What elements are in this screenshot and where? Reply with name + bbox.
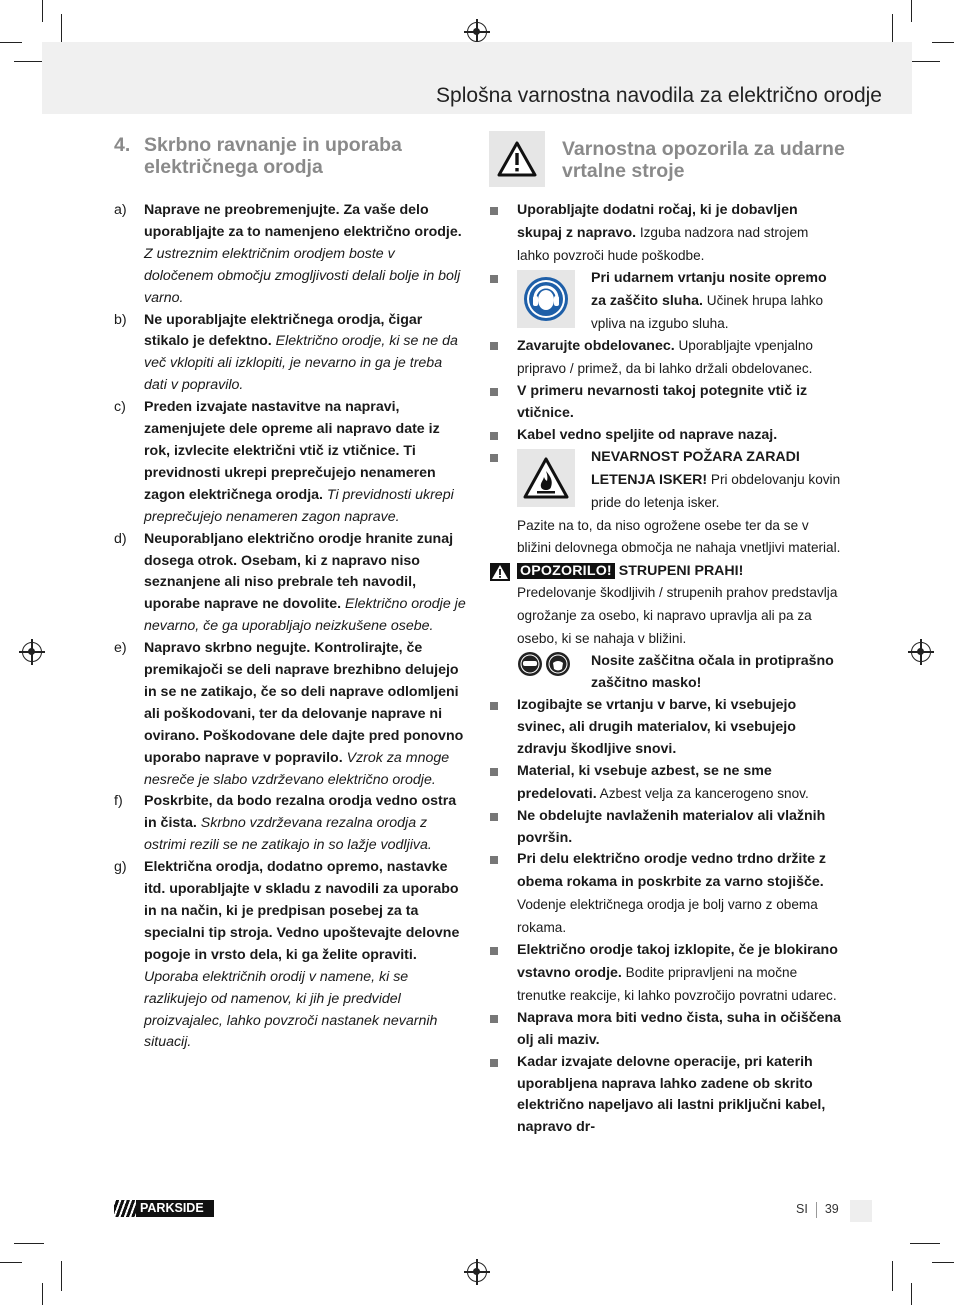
fire-hazard-icon	[517, 449, 575, 507]
list-item: Izogibajte se vrtanju v barve, ki vsebujejo svinec, ali drugih materialov, ki vsebujejo zdravju škodljive snovi.	[490, 695, 842, 761]
bullet-square-icon	[490, 275, 498, 283]
list-item: V primeru nevarnosti takoj potegnite vtič iz vtičnice.	[490, 381, 842, 425]
list-item: d) Neuporabljano električno orodje hranite zunaj dosega otrok. Osebam, ki z napravo niso seznanjene ali niso prebrale teh navodil, uporabe naprave ne dovolite. Električno orodje je nevarno, če ga uporabljajo neizkušene osebe.	[114, 530, 466, 635]
warning-paragraph: OPOZORILO! STRUPENI PRAHI! Predelovanje škodljivih / strupenih prahov predstavlja ogrožanje za osebo, ki napravo upravlja ali pa za osebo, ki se nahaja v bližini.	[490, 561, 842, 652]
left-column	[114, 200, 466, 1054]
bullet-square-icon	[490, 454, 498, 462]
registration-mark-icon	[22, 642, 42, 662]
list-item: Pri delu električno orodje vedno trdno držite z obema rokama in poskrbite za varno stojišče. Vodenje električnega orodja je bolj varno z obema rokama.	[490, 849, 842, 940]
bullet-square-icon	[490, 702, 498, 710]
bullet-square-icon	[490, 207, 498, 215]
bullet-square-icon	[490, 856, 498, 864]
list-item: f) Poskrbite, da bodo rezalna orodja vedno ostra in čista. Skrbno vzdrževana rezalna orodja z ostrimi rezili se ne zatikajo in so lažje vodljiva.	[114, 793, 457, 854]
warning-badge: OPOZORILO!	[517, 563, 615, 579]
paragraph: Pazite na to, da niso ogrožene osebe ter da se v bližini delovnega območja ne nahaja vnetljivi material.	[517, 517, 841, 555]
list-item: c) Preden izvajate nastavitve na napravi, zamenjujete dele opreme ali napravo date iz rok, izvlecite električni vtič iz vtičnice. Ti previdnosti ukrepi preprečujejo nenameren zagon električnega orodja. Ti previdnosti ukrepi preprečujejo nenameren zagon naprave.	[114, 399, 454, 525]
safety-goggles-mask-icon	[517, 651, 571, 677]
right-column	[490, 200, 842, 1139]
warning-triangle-icon	[489, 131, 545, 187]
list-item: Kabel vedno speljite od naprave nazaj.	[490, 425, 842, 447]
list-item: Kadar izvajate delovne operacije, pri katerih uporabljena naprava lahko zadene ob skrito električno napeljavo ali lastni priključni kabel, napravo dr-	[490, 1052, 842, 1140]
list-item: NEVARNOST POŽARA ZARADI LETENJA ISKER! Pri obdelovanju kovin pride do letenja isker.	[490, 447, 842, 515]
registration-mark-icon	[467, 1262, 487, 1282]
page-title: Splošna varnostna navodila za električno orodje	[436, 84, 882, 107]
language-code: SI	[796, 1202, 808, 1216]
bullet-square-icon	[490, 768, 498, 776]
list-item: a) Naprave ne preobremenjujte. Za vaše delo uporabljajte za to namenjeno električno orodje. Z ustreznim električnim orodjem boste v določenem območju zmogljivosti delali bolje in bolj varno.	[114, 202, 462, 306]
bullet-square-icon	[490, 813, 498, 821]
section-number: 4.	[114, 134, 131, 156]
page-tab	[850, 1200, 872, 1222]
bullet-square-icon	[490, 947, 498, 955]
list-item: e) Napravo skrbno negujte. Kontrolirajte, če premikajoči se deli naprave brezhibno delujejo in se ne zatikajo, če so deli naprave odlomljeni ali poškodovani, ter da delovanje naprave ni ovirano. Poškodovane dele dajte pred ponovno uporabo naprave v popravilo. Vzrok za mnoge nesreče je slabo vzdrževano električno orodje.	[114, 640, 464, 788]
registration-mark-icon	[467, 22, 487, 42]
bullet-square-icon	[490, 1059, 498, 1067]
registration-mark-icon	[911, 642, 931, 662]
list-item: g) Električna orodja, dodatno opremo, nastavke itd. uporabljajte v skladu z navodili za uporabo in na način, ki je predpisan posebej za ta specialni tip stroja. Vedno upoštevajte delovne pogoje in vrsto dela, ki ga želite opraviti. Uporaba električnih orodij v namene, ki se razlikujejo od namenov, ki jih je predvidel proizvajalec, lahko povzroči nastanek nevarnih situacij.	[114, 859, 460, 1051]
page-number	[796, 1202, 839, 1218]
list-item: Ne obdelujte navlaženih materialov ali vlažnih površin.	[490, 806, 842, 850]
page-number-value: 39	[824, 1202, 839, 1216]
left-section-heading	[114, 134, 464, 178]
list-item: b) Ne uporabljajte električnega orodja, čigar stikalo je defektno. Električno orodje, ki se ne da več vklopiti ali izklopiti, je nevarno in ga je treba dati v popravilo.	[114, 311, 458, 394]
list-item: Zavarujte obdelovanec. Uporabljajte vpenjalno pripravo / primež, da bi lahko držali obdelovanec.	[490, 335, 842, 381]
ear-protection-icon	[517, 270, 575, 328]
bullet-square-icon	[490, 342, 498, 350]
bullet-square-icon	[490, 388, 498, 396]
list-item: Pri udarnem vrtanju nosite opremo za zaščito sluha. Učinek hrupa lahko vpliva na izgubo sluha.	[490, 268, 842, 336]
list-item: Naprava mora biti vedno čista, suha in očiščena olj ali maziv.	[490, 1008, 842, 1052]
list-item: Material, ki vsebuje azbest, se ne sme predelovati. Azbest velja za kancerogeno snov.	[490, 761, 842, 806]
divider	[816, 1202, 817, 1218]
section-title: Skrbno ravnanje in uporaba električnega orodja	[144, 134, 402, 178]
list-item: Električno orodje takoj izklopite, če je blokirano vstavno orodje. Bodite pripravljeni na močne trenutke reakcije, ki lahko povzročijo povratni udarec.	[490, 940, 842, 1008]
bullet-square-icon	[490, 432, 498, 440]
bullet-square-icon	[490, 1015, 498, 1023]
warning-triangle-icon	[490, 563, 510, 589]
list-item: Nosite zaščitna očala in protiprašno zaščitno masko!	[490, 651, 842, 695]
right-section-title: Varnostna opozorila za udarne vrtalne stroje	[562, 138, 845, 182]
list-item: Uporabljajte dodatni ročaj, ki je dobavljen skupaj z napravo. Izguba nadzora nad strojem lahko povzroči hude poškodbe.	[490, 200, 842, 268]
logo-stripes-icon	[114, 1200, 136, 1217]
parkside-logo: PARKSIDE	[114, 1200, 214, 1217]
